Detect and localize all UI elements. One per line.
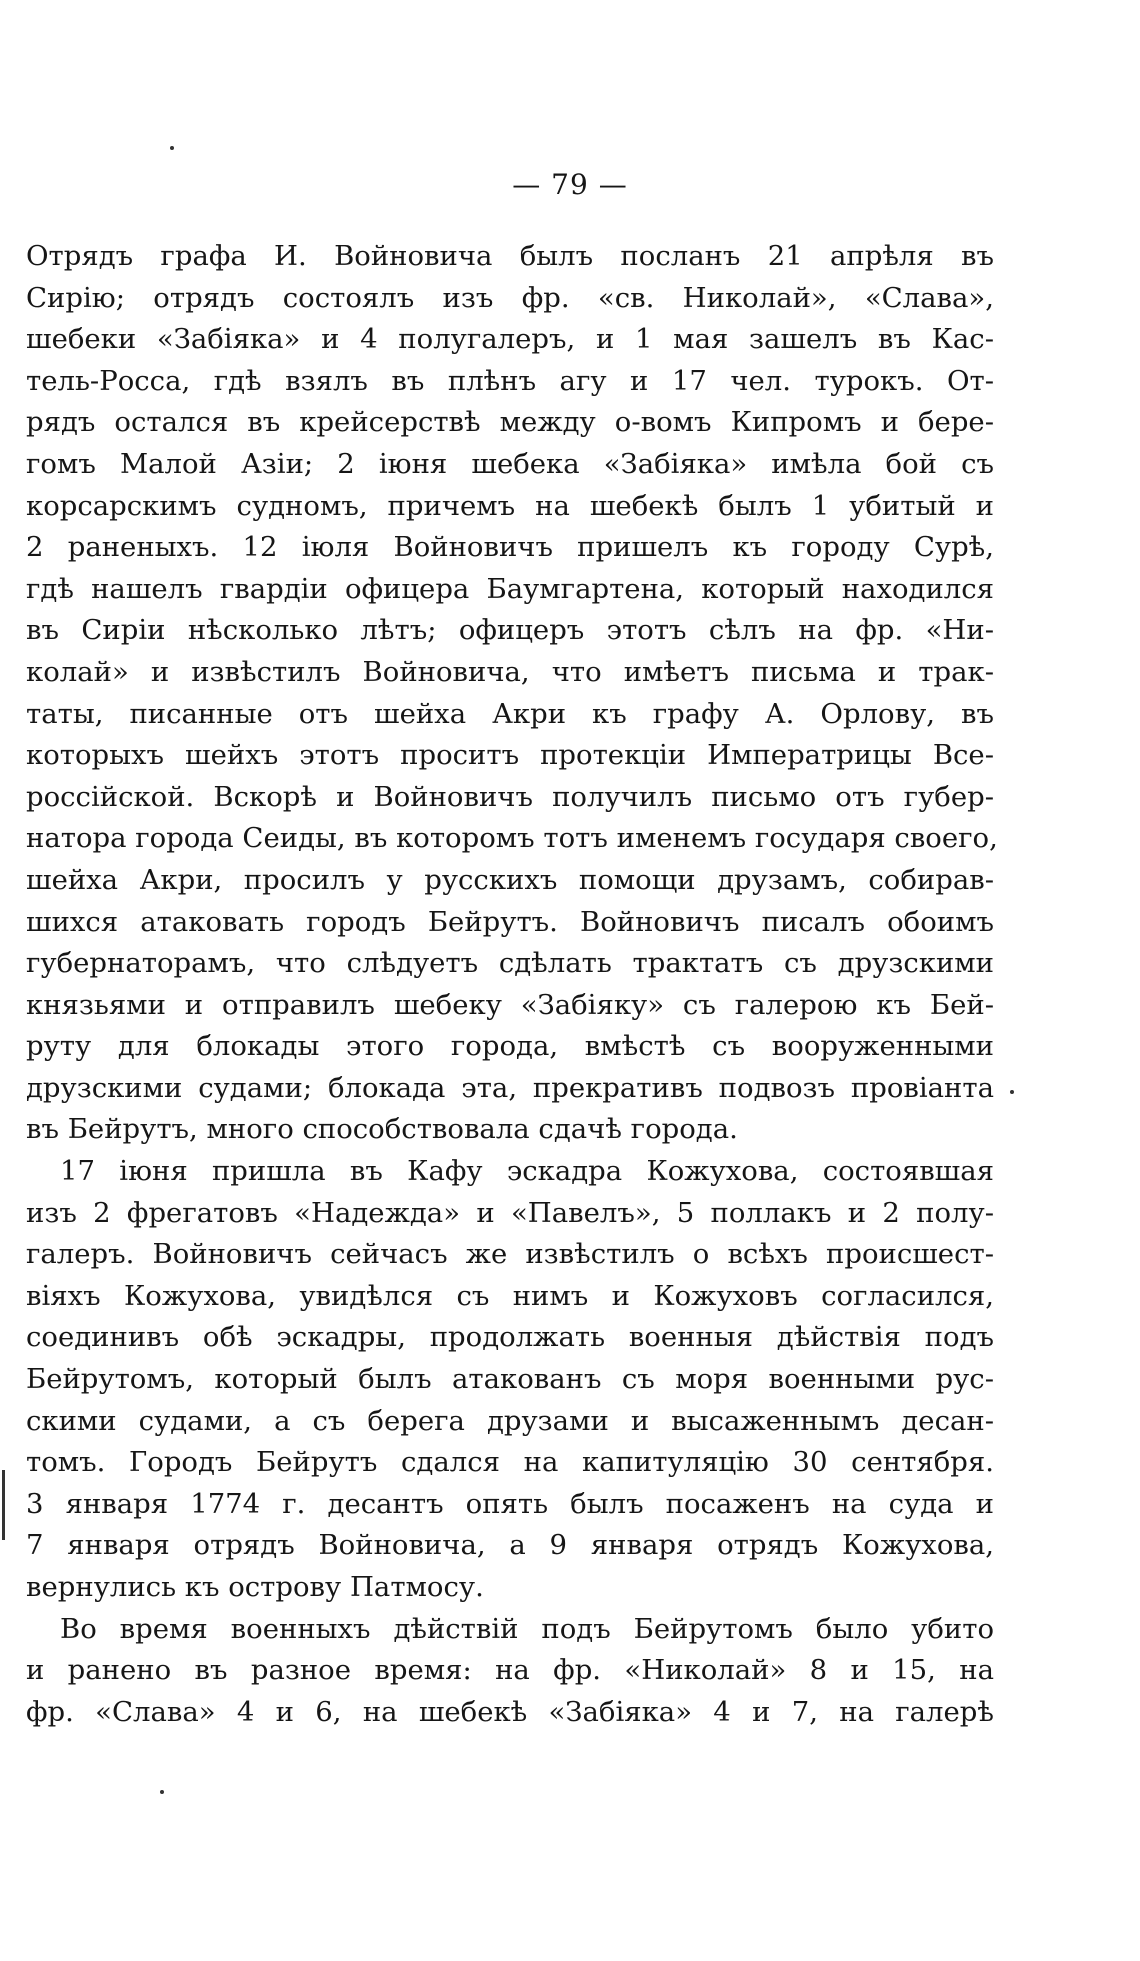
text-line: галеръ. Войновичъ сейчасъ же извѣстилъ о всѣхъ происшест- xyxy=(26,1238,994,1271)
text-line: фр. «Слава» 4 и 6, на шебекѣ «Забіяка» 4 и 7, на галерѣ xyxy=(26,1695,994,1728)
page-number: — 79 — xyxy=(512,168,628,201)
text-line: 3 января 1774 г. десантъ опять былъ посаженъ на суда и xyxy=(26,1487,994,1520)
text-line: вернулись къ острову Патмосу. xyxy=(26,1571,484,1603)
ink-speck xyxy=(1010,1090,1014,1094)
text-line: князьями и отправилъ шебеку «Забіяку» съ галерою къ Бей- xyxy=(26,988,994,1021)
text-line: 2 раненыхъ. 12 іюля Войновичъ пришелъ къ городу Сурѣ, xyxy=(26,531,994,564)
text-line: россійской. Вскорѣ и Войновичъ получилъ письмо отъ губер- xyxy=(26,780,994,813)
text-line: шихся атаковать городъ Бейрутъ. Войновичъ писалъ обоимъ xyxy=(26,905,994,938)
text-line: изъ 2 фрегатовъ «Надежда» и «Павелъ», 5 поллакъ и 2 полу- xyxy=(26,1196,994,1229)
text-line: скими судами, а съ берега друзами и высаженнымъ десан- xyxy=(26,1404,994,1437)
text-line: въ Бейрутъ, много способствовала сдачѣ города. xyxy=(26,1113,738,1146)
text-line: Сирію; отрядъ состоялъ изъ фр. «св. Николай», «Слава», xyxy=(26,281,994,314)
text-line: въ Сиріи нѣсколько лѣтъ; офицеръ этотъ сѣлъ на фр. «Ни- xyxy=(26,614,994,647)
text-line: 7 января отрядъ Войновича, а 9 января отрядъ Кожухова, xyxy=(26,1529,994,1562)
text-line: которыхъ шейхъ этотъ проситъ протекціи Императрицы Все- xyxy=(26,739,994,772)
margin-mark xyxy=(2,1470,11,1540)
text-line: Бейрутомъ, который былъ атакованъ съ моря военными рус- xyxy=(26,1363,994,1396)
body-text xyxy=(26,236,998,1733)
text-line: шебеки «Забіяка» и 4 полугалеръ, и 1 мая зашелъ въ Кас- xyxy=(26,323,994,356)
ink-speck xyxy=(160,1790,164,1794)
text-line: натора города Сеиды, въ которомъ тотъ именемъ государя своего, xyxy=(26,822,998,855)
text-line: руту для блокады этого города, вмѣстѣ съ вооруженными xyxy=(26,1030,994,1063)
text-line: соединивъ обѣ эскадры, продолжать военныя дѣйствія подъ xyxy=(26,1321,994,1354)
text-line: томъ. Городъ Бейрутъ сдался на капитуляцію 30 сентября. xyxy=(26,1446,994,1479)
text-line: и ранено въ разное время: на фр. «Николай» 8 и 15, на xyxy=(26,1654,994,1687)
text-line: шейха Акри, просилъ у русскихъ помощи друзамъ, собирав- xyxy=(26,863,994,896)
text-line: друзскими судами; блокада эта, прекративъ подвозъ провіанта xyxy=(26,1071,994,1104)
text-line: таты, писанные отъ шейха Акри къ графу А. Орлову, въ xyxy=(26,697,994,730)
text-line: тель-Росса, гдѣ взялъ въ плѣнъ агу и 17 чел. турокъ. От- xyxy=(26,364,994,397)
text-line: губернаторамъ, что слѣдуетъ сдѣлать трактатъ съ друзскими xyxy=(26,947,994,980)
text-line: віяхъ Кожухова, увидѣлся съ нимъ и Кожуховъ согласился, xyxy=(26,1279,994,1312)
text-line: 17 іюня пришла въ Кафу эскадра Кожухова, состоявшая xyxy=(60,1155,994,1188)
text-line: гомъ Малой Азіи; 2 іюня шебека «Забіяка» имѣла бой съ xyxy=(26,447,994,480)
text-line: Во время военныхъ дѣйствій подъ Бейрутомъ было убито xyxy=(60,1612,994,1645)
text-line: Отрядъ графа И. Войновича былъ посланъ 21 апрѣля въ xyxy=(26,240,994,272)
text-line: рядъ остался въ крейсерствѣ между о-вомъ Кипромъ и бере- xyxy=(26,406,994,439)
text-line: корсарскимъ судномъ, причемъ на шебекѣ былъ 1 убитый и xyxy=(26,489,994,522)
text-line: колай» и извѣстилъ Войновича, что имѣетъ письма и трак- xyxy=(26,655,994,688)
text-line: гдѣ нашелъ гвардіи офицера Баумгартена, который находился xyxy=(26,572,994,605)
ink-speck xyxy=(170,146,174,150)
